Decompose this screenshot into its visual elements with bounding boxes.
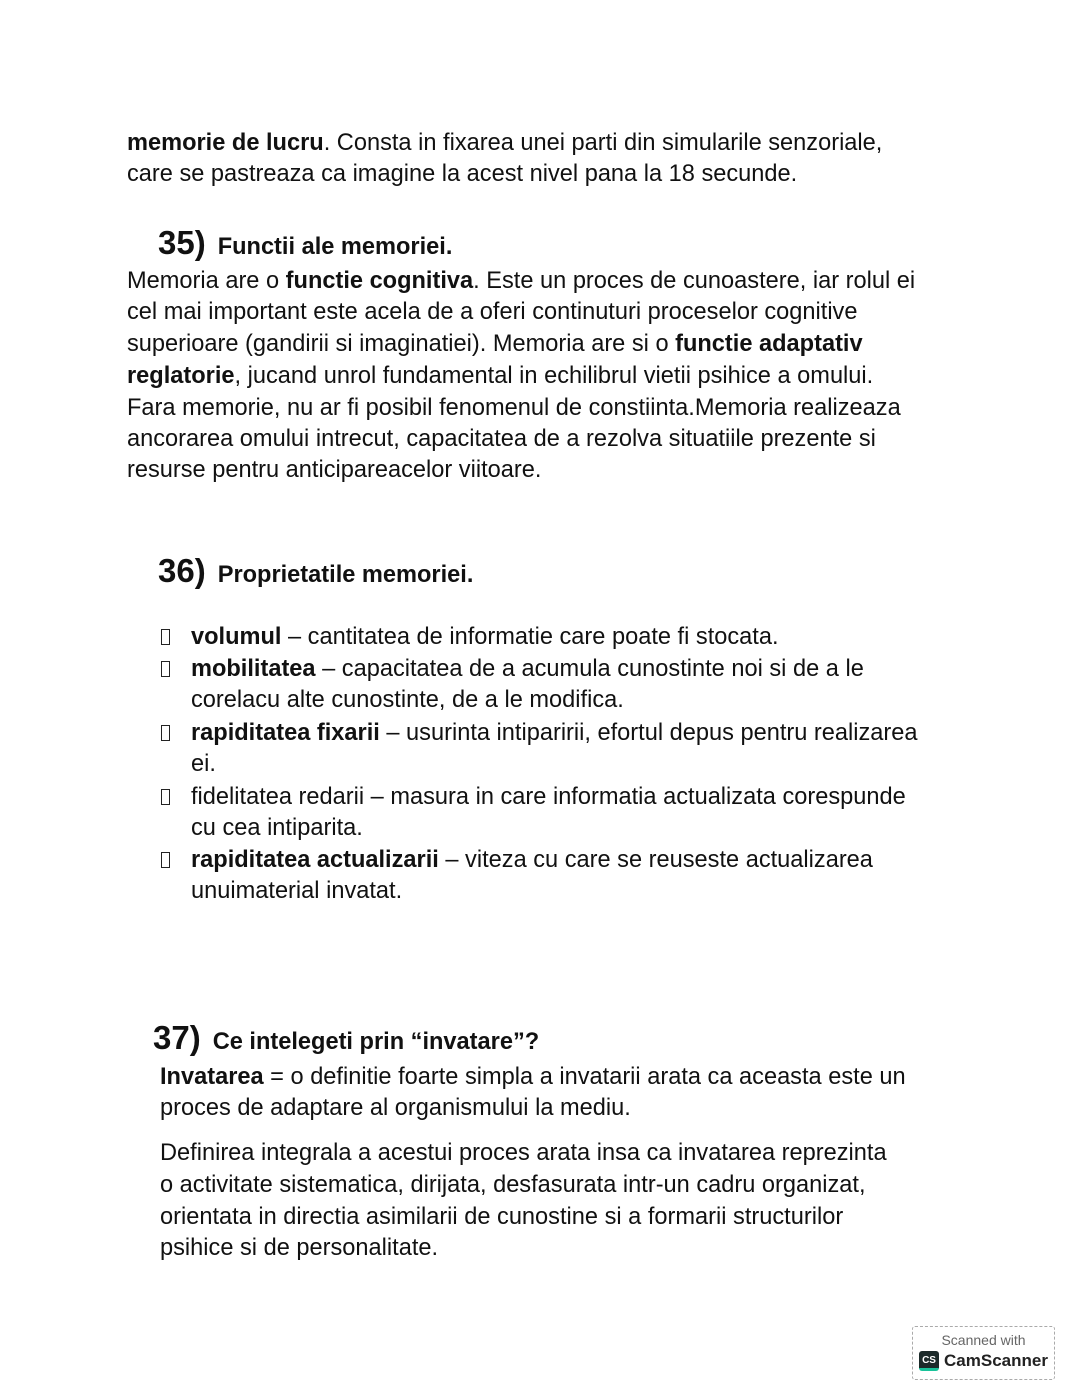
text-segment: proces de adaptare al organismului la mediu. [160, 1095, 631, 1121]
bullet-icon [161, 629, 170, 645]
text-line [160, 1169, 866, 1201]
camscanner-logo-icon: CS [919, 1351, 939, 1371]
text-segment: cel mai important este acela de a oferi continuturi proceselor cognitive [127, 299, 858, 325]
bullet-list-item [191, 653, 864, 685]
bullet-icon [161, 789, 170, 805]
text-line [127, 296, 857, 328]
section-title: Functii ale memoriei. [217, 234, 453, 260]
text-segment: . Consta in fixarea unei parti din simularile senzoriale, [323, 130, 883, 156]
section-title: Proprietatile memoriei. [217, 562, 474, 588]
text-segment: – viteza cu care se reuseste actualizarea [438, 847, 873, 873]
bold-term: reglatorie [127, 363, 235, 389]
bold-term: rapiditatea fixarii [191, 720, 380, 746]
camscanner-brand [913, 1351, 1054, 1371]
bullet-list-item [191, 621, 779, 653]
text-segment: ei. [191, 751, 216, 777]
bold-term: functie adaptativ [675, 331, 863, 357]
bullet-list-item [191, 781, 906, 813]
text-segment: , jucand unrol fundamental in echilibrul vietii psihice a omului. [234, 363, 874, 389]
text-line [127, 423, 876, 455]
text-segment: – capacitatea de a acumula cunostinte noi si de a le [315, 656, 864, 682]
text-segment: Definirea integrala a acestui proces arata insa ca invatarea reprezinta [160, 1140, 887, 1166]
bullet-icon [161, 852, 170, 868]
text-segment: ancorarea omului intrecut, capacitatea de a rezolva situatiile prezente si [127, 426, 876, 452]
text-segment: – cantitatea de informatie care poate fi stocata. [281, 624, 779, 650]
text-segment: unuimaterial invatat. [191, 878, 403, 904]
text-segment: . Este un proces de cunoastere, iar rolul ei [473, 268, 916, 294]
bold-term: Invatarea [160, 1064, 264, 1090]
bullet-icon [161, 661, 170, 677]
text-line [160, 1201, 843, 1233]
section-title: Ce intelegeti prin “invatare”? [212, 1029, 540, 1055]
text-line [160, 1061, 906, 1093]
text-segment: fidelitatea redarii – masura in care informatia actualizata corespunde [191, 784, 906, 810]
text-segment: o activitate sistematica, dirijata, desfasurata intr-un cadru organizat, [160, 1172, 866, 1198]
text-segment: resurse pentru anticipareacelor viitoare. [127, 457, 542, 483]
text-line [127, 158, 797, 190]
text-line [160, 1137, 887, 1169]
bullet-list-item [191, 844, 873, 876]
text-segment: – usurinta intiparirii, efortul depus pentru realizarea [379, 720, 918, 746]
text-line [127, 265, 915, 297]
text-segment: Fara memorie, nu ar fi posibil fenomenul de constiinta.Memoria realizeaza [127, 395, 901, 421]
bold-term: memorie de lucru [127, 130, 324, 156]
text-segment: = o definitie foarte simpla a invatarii arata ca aceasta este un [263, 1064, 906, 1090]
text-segment: orientata in directia asimilarii de cunostine si a formarii structurilor [160, 1204, 844, 1230]
text-line [127, 328, 863, 360]
camscanner-watermark [912, 1326, 1055, 1380]
section-number: 36) [158, 552, 206, 589]
text-segment: psihice si de personalitate. [160, 1235, 439, 1261]
text-line [127, 127, 882, 159]
text-segment: cu cea intiparita. [191, 815, 363, 841]
bold-term: functie cognitiva [285, 268, 474, 294]
section-heading [158, 224, 452, 262]
section-number: 35) [158, 224, 206, 261]
bold-term: mobilitatea [191, 656, 316, 682]
text-line [127, 392, 901, 424]
text-line [191, 812, 363, 844]
bullet-icon [161, 725, 170, 741]
text-segment: superioare (gandirii si imaginatiei). Memoria are si o [127, 331, 676, 357]
text-line [191, 875, 402, 907]
text-line [191, 748, 216, 780]
text-line [160, 1232, 438, 1264]
text-segment: corelacu alte cunostinte, de a le modifica. [191, 687, 624, 713]
text-line [160, 1092, 631, 1124]
text-line [127, 454, 541, 486]
bold-term: rapiditatea actualizarii [191, 847, 439, 873]
section-heading [158, 552, 473, 590]
camscanner-name: CamScanner [944, 1351, 1048, 1370]
section-number: 37) [153, 1019, 201, 1056]
text-segment: care se pastreaza ca imagine la acest nivel pana la 18 secunde. [127, 161, 798, 187]
text-line [191, 684, 624, 716]
section-heading [153, 1019, 539, 1057]
bullet-list-item [191, 717, 918, 749]
scanned-with-text: Scanned with [941, 1332, 1026, 1348]
text-segment: Memoria are o [127, 268, 286, 294]
bold-term: volumul [191, 624, 282, 650]
text-line [127, 360, 873, 392]
